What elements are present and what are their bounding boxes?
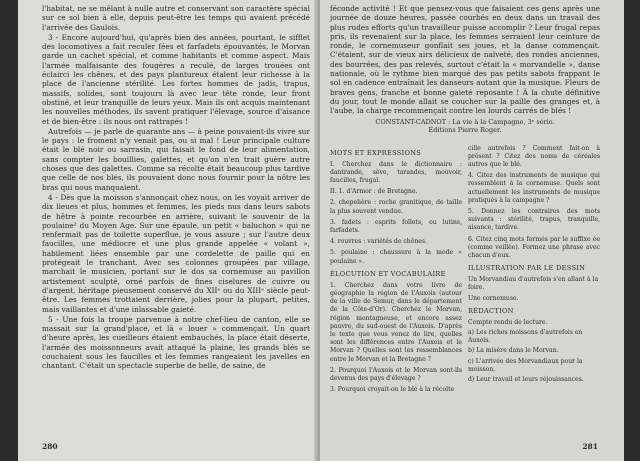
mots-item-4: 3. fadets : esprits follets, ou lutins, farfadets. xyxy=(330,218,462,234)
left-page xyxy=(18,0,318,461)
section-title-illustration: ILLUSTRATION PAR LE DESSIN xyxy=(468,264,586,273)
exercise-column-left xyxy=(330,145,462,398)
right-page-number: 281 xyxy=(582,442,598,451)
section-title-redaction: RÉDACTION xyxy=(468,306,514,315)
elocution-item-1: 1. Cherchez dans votre livre de géographie la région de l'Auxois (autour de la ville de Semur, dans le département de la Côte-d'Or). Cherchez le Morvan, région montagneuse, et encore assez pauvre, du sud-ouest de l'Auxois. D'après le texte que vous venez de lire, quelles sont les différences entre l'Auxois et le Morvan ? Quelles sont les ressemblances entre le Morvan et la Bretagne ? xyxy=(330,281,462,363)
redaction-item-b: b) La misère dans le Morvan. xyxy=(468,347,559,355)
elocution-continued-3: 5. Donnez les contraires des mots suivants : stérilité, trapus, tranquille, aisance, tardive. xyxy=(468,207,600,232)
redaction-intro: Compte rendu de lecture. xyxy=(468,318,548,326)
mots-item-1: I. Cherchez dans le dictionnaire : dantrande, sève, tarandes, mouvoir, faucilles, frugal. xyxy=(330,160,462,184)
redaction-item-a: a) Les riches moissons d'autrefois en Auxois. xyxy=(468,329,583,345)
mots-item-3: 2. chepelière : roche granitique, de taille la plus souvent vendue. xyxy=(330,199,462,215)
right-paragraph: féconde activité ! Et que pensez-vous que faisaient ces gens après une journée de douze heures, passée courbés en deux dans un travail des plus rudes efforts qu'un travailleur puisse accomplir ? Leur frugal repas pris, ils revenaient sur la place, les femmes serraient leur ceinture de ronde, le cornemuseur gonflait ses joues, et la danse commençait. C'étaient, sur de vieux airs délicieux de naïveté, des rondes anciennes, des bourrées, des pas relevés, surtout c'était la « morvandelle », danse nationale, où le rythme bien marqué des pas petits sabots frappant le sol en cadence entraînait les danseurs autant que la musique. Fleurs de braves gens, franche et bonne gaieté reposante ! À la chute définitive du jour, tout le monde allait se coucher sur la paille des granges et, à l'aube, la charge recommençait contre les lourds carrés de blés ! xyxy=(330,4,600,116)
left-page-number: 280 xyxy=(42,442,58,451)
citation-line-1: CONSTANT-CADNOT : La vie à la Campagne, 3ᵉ série. xyxy=(375,117,555,126)
exercise-column-right xyxy=(468,145,600,398)
citation xyxy=(330,118,600,135)
left-paragraph-4: 4 - Dès que la moisson s'annonçait chez nous, on les voyait arriver de dix lieues et plus, hommes et femmes, les pieds nus dans leurs sabots de hêtre à pointe recourbée en arrière, suivant le souvenir de la poulaine² du Moyen Age. Sur une épaule, un petit « baluchon » qui ne renfermait pas de toilette superflue, je vous assure ; sur l'autre deux faucilles, une médiocre et une plus grande appelée « volant », habilement liées ensemble par une cordelette de paille qui en protégeait le tranchant. Avec ses colonnes groupées par village, marchait le musicien, portant sur le dos sa cornemuse au pavillon artistement sculpté, orné parfois de fines ciselures de cuivre ou d'argent, héritage pieusement conservé du XIIᵉ ou du XIIIᵉ siècle peut-être. Les femmes trottaient derrière, jolies pour la plupart, petites, mais vaillantes et d'une inlassable gaieté. xyxy=(42,192,310,314)
mots-item-2: II. 1. d'Armor : de Bretagne. xyxy=(330,188,418,196)
left-paragraph-2: 3 - Encore aujourd'hui, qu'après bien des années, pourtant, le sifflet des locomotives a fait reculer fées et farfadets épouvantés, le Morvan garde un cachet spécial, et comme habitants et comme aspect. Mais l'armée malfaisante des fougères a reculé, de larges trouées ont éclairci les chênes, et des pays plantureux étalent leur richesse à la place de l'ancienne stérilité. Les fortes hommes de jadis, trapus, massifs, solides, sont toujours là avec leur tête ronde, leur front obstiné, et leur tranquille de leurs yeux. Mais ils ont acquis maintenant les nouvelles méthodes, ils savent pratiquer l'élevage, source d'aisance et de bien-être : ils nous ont rattrapés ! xyxy=(42,32,310,126)
section-title-mots: MOTS ET EXPRESSIONS xyxy=(330,148,422,157)
citation-line-2: Éditions Pierre Roger. xyxy=(428,126,502,135)
book-spread xyxy=(18,0,624,461)
redaction-item-d: d) Leur travail et leurs réjouissances. xyxy=(468,376,584,384)
left-paragraph-5: 5 - Une fois la troupe parvenue à notre chef-lieu de canton, elle se massait sur la grand'place, et là « louer » commençait. Un quart d'heure après, les cueilleurs étaient embauchés, la place était déserte, l'armée des moissonneurs avait attaqué la plaine, les grands blés se couchaient sous les faucilles et les femmes rangeaient les javelles en chantant. C'était un spectacle superbe de belle, de saine, de xyxy=(42,314,310,371)
section-title-elocution: ÉLOCUTION ET VOCABULAIRE xyxy=(330,269,446,278)
illustration-item-1: Un Morvandiau d'autrefois s'en allant à la foire. xyxy=(468,276,599,292)
illustration-item-2: Une cornemuse. xyxy=(468,294,519,302)
left-paragraph-1: l'habitat, ne se mêlant à nulle autre et conservant son caractère spécial sur ce sol bien à elle, depuis peut-être les temps qui avaient précédé l'arrivée des Gaulois. xyxy=(42,4,310,32)
elocution-item-3: 3. Pourquoi croyait-on le blé à la récolte xyxy=(330,386,455,394)
elocution-continued-1: cille autrefois ? Comment fait-on à présent ? Citez des noms de céréales autres que le blé. xyxy=(468,144,600,168)
elocution-continued-4: 6. Citez cinq mots formés par le suffixe ée (comme veillée). Formez une phrase avec chacun d'eux. xyxy=(468,235,600,259)
elocution-continued-2: 4. Citez des instruments de musique qui ressemblent à la cornemuse. Quels sont actuellement les instruments de musique pratiqués à la campagne ? xyxy=(468,172,600,204)
redaction-item-c: c) L'arrivée des Morvandiaux pour la moisson. xyxy=(468,357,583,373)
mots-item-6: 5. poulaine : chaussure à la mode « poulaine ». xyxy=(330,249,462,265)
right-page xyxy=(320,0,624,461)
mots-item-5: 4. rouvres : variétés de chênes. xyxy=(330,238,427,246)
left-paragraph-3: Autrefois — je parle de quarante ans — à peine pouvaient-ils vivre sur le pays : le froment n'y venait pas, ou si mal ! Leur principale culture était le blé noir ou sarrasin, qui faisait le fond de leur alimentation, sans compter les bouillies, galettes, et qu'on n'en trait guère autre choses que des galettes. Comme sa récolte était beaucoup plus tardive que celle de nos blés, ils pouvaient donc nous fournir pour la nôtre les bras qui nous manquaient. xyxy=(42,126,310,192)
elocution-item-2: 2. Pourquoi l'Auxois et le Morvan sont-ils devenus des pays d'élevage ? xyxy=(330,366,462,383)
exercise-columns xyxy=(330,145,600,398)
